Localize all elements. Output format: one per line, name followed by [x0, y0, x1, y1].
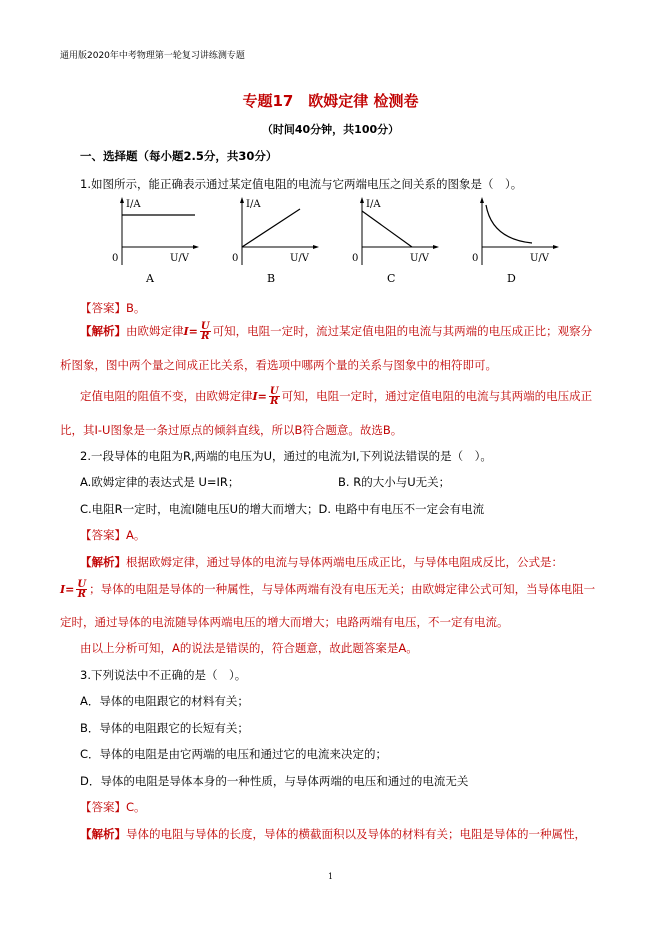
page-number: 1: [327, 872, 334, 881]
q2-analysis-line1: [80, 554, 563, 570]
page-title: 专题17 欧姆定律 检测卷: [242, 92, 419, 110]
q3-stem: 3.下列说法中不正确的是（ ）。: [80, 668, 247, 682]
q1-analysis2-text-a: 定值电阻的阻值不变，由欧姆定律: [80, 389, 253, 403]
document-header: 通用版2020年中考物理第一轮复习讲练测专题: [60, 51, 245, 61]
q1-analysis-line1: [80, 322, 592, 341]
q3-analysis-text1: 导体的电阻与导体的长度，导体的横截面积以及导体的材料有关；电阻是导体的一种属性，: [126, 827, 586, 841]
graph-c-x-arrow: [433, 245, 439, 249]
graph-c-xlabel: U/V: [410, 253, 430, 264]
graph-b-label: B: [267, 272, 276, 285]
graph-a-xlabel: U/V: [170, 253, 190, 264]
formula-numerator: U: [77, 579, 87, 590]
q1-analysis-line4: 比，其I-U图象是一条过原点的倾斜直线，所以B符合题意。故选B。: [60, 423, 403, 437]
graph-a-origin: 0: [112, 253, 119, 264]
graph-b-curve: [242, 209, 300, 247]
q2-stem: 2.一段导体的电阻为R,两端的电压为U，通过的电流为I,下列说法错误的是（ ）。: [80, 449, 492, 463]
q2-option-cd: C.电阻R一定时，电流I随电压U的增大而增大；D. 电路中有电压不一定会有电流: [80, 502, 485, 516]
q1-stem: 1.如图所示，能正确表示通过某定值电阻的电流与它两端电压之间关系的图象是（ ）。: [80, 177, 523, 191]
q3-answer: 【答案】C。: [80, 800, 146, 814]
q2-analysis-line2: [60, 580, 595, 599]
formula-numerator: U: [200, 321, 210, 332]
q1-analysis-text-b: 可知，电阻一定时，流过某定值电阻的电流与其两端的电压成正比；观察分: [212, 324, 593, 338]
q2-option-a: A.欧姆定律的表达式是 U=IR；: [80, 475, 240, 489]
formula-fraction: [269, 387, 280, 406]
q1-analysis-text-a: 由欧姆定律: [126, 324, 184, 338]
formula-fraction: [76, 580, 87, 599]
q1-analysis2-text-b: 可知，电阻一定时，通过定值电阻的电流与其两端的电压成正: [281, 389, 593, 403]
graph-d: [470, 195, 560, 270]
graph-c-ylabel: I/A: [366, 199, 381, 210]
q1-analysis-line3: [80, 387, 592, 406]
q3-option-c: C．导体的电阻是由它两端的电压和通过它的电流来决定的；: [80, 747, 388, 761]
formula-equals: =: [65, 583, 75, 596]
q2-analysis-text1: 根据欧姆定律，通过导体的电流与导体两端电压成正比，与导体电阻成反比，公式是：: [126, 555, 563, 569]
q1-answer: 【答案】B。: [80, 301, 146, 315]
graph-a: [110, 195, 200, 270]
formula-denominator: R: [270, 396, 279, 407]
graph-a-y-arrow: [120, 197, 124, 203]
section-heading: 一、选择题（每小题2.5分，共30分）: [80, 149, 278, 163]
graph-c-label: C: [387, 272, 396, 285]
q3-option-b: B．导体的电阻跟它的长短有关；: [80, 721, 249, 735]
graph-b-origin: 0: [232, 253, 239, 264]
graph-a-x-arrow: [193, 245, 199, 249]
formula-equals: =: [257, 390, 267, 403]
graph-b: [230, 195, 320, 270]
graph-c-y-arrow: [360, 197, 364, 203]
graph-b-x-arrow: [313, 245, 319, 249]
formula-denominator: R: [77, 589, 86, 600]
formula-lhs: I: [252, 390, 258, 403]
formula-lhs: I: [60, 583, 66, 596]
q2-analysis-line3: 定时，通过导体的电流随导体两端电压的增大而增大；电路两端有电压，不一定有电流。: [60, 615, 509, 629]
q2-analysis-tag: 【解析】: [80, 555, 126, 569]
graph-d-curve: [486, 205, 532, 243]
q1-analysis-tag: 【解析】: [80, 324, 126, 338]
formula-numerator: U: [269, 386, 279, 397]
graph-c-curve: [362, 211, 412, 247]
q1-analysis-line2: 析图象，图中两个量之间成正比关系，看选项中哪两个量的关系与图象中的相符即可。: [60, 358, 497, 372]
graph-b-y-arrow: [240, 197, 244, 203]
q3-analysis-tag: 【解析】: [80, 827, 126, 841]
q3-option-a: A．导体的电阻跟它的材料有关；: [80, 694, 249, 708]
formula-fraction: [200, 322, 211, 341]
formula-equals: =: [188, 325, 198, 338]
page-subtitle: （时间40分钟，共100分）: [261, 123, 400, 136]
graph-c: [350, 195, 440, 270]
q2-analysis-line4: 由以上分析可知，A的说法是错误的，符合题意，故此题答案是A。: [80, 641, 418, 655]
graph-d-y-arrow: [480, 197, 484, 203]
graph-d-origin: 0: [472, 253, 479, 264]
formula-denominator: R: [201, 331, 210, 342]
q2-analysis-text2: ；导体的电阻是导体的一种属性，与导体两端有没有电压无关；由欧姆定律公式可知，当导体电阻一: [89, 582, 596, 596]
formula-lhs: I: [183, 325, 189, 338]
q3-analysis-line1: [80, 826, 586, 842]
q2-answer: 【答案】A。: [80, 528, 146, 542]
graph-b-xlabel: U/V: [290, 253, 310, 264]
q2-option-b: B. R的大小与U无关；: [338, 475, 451, 489]
graph-a-label: A: [146, 272, 154, 285]
graph-d-xlabel: U/V: [530, 253, 550, 264]
graph-a-ylabel: I/A: [126, 199, 141, 210]
graph-d-x-arrow: [553, 245, 559, 249]
graph-b-ylabel: I/A: [246, 199, 261, 210]
graph-d-label: D: [507, 272, 516, 285]
q3-option-d: D．导体的电阻是导体本身的一种性质，与导体两端的电压和通过的电流无关: [80, 774, 469, 788]
graph-c-origin: 0: [352, 253, 359, 264]
